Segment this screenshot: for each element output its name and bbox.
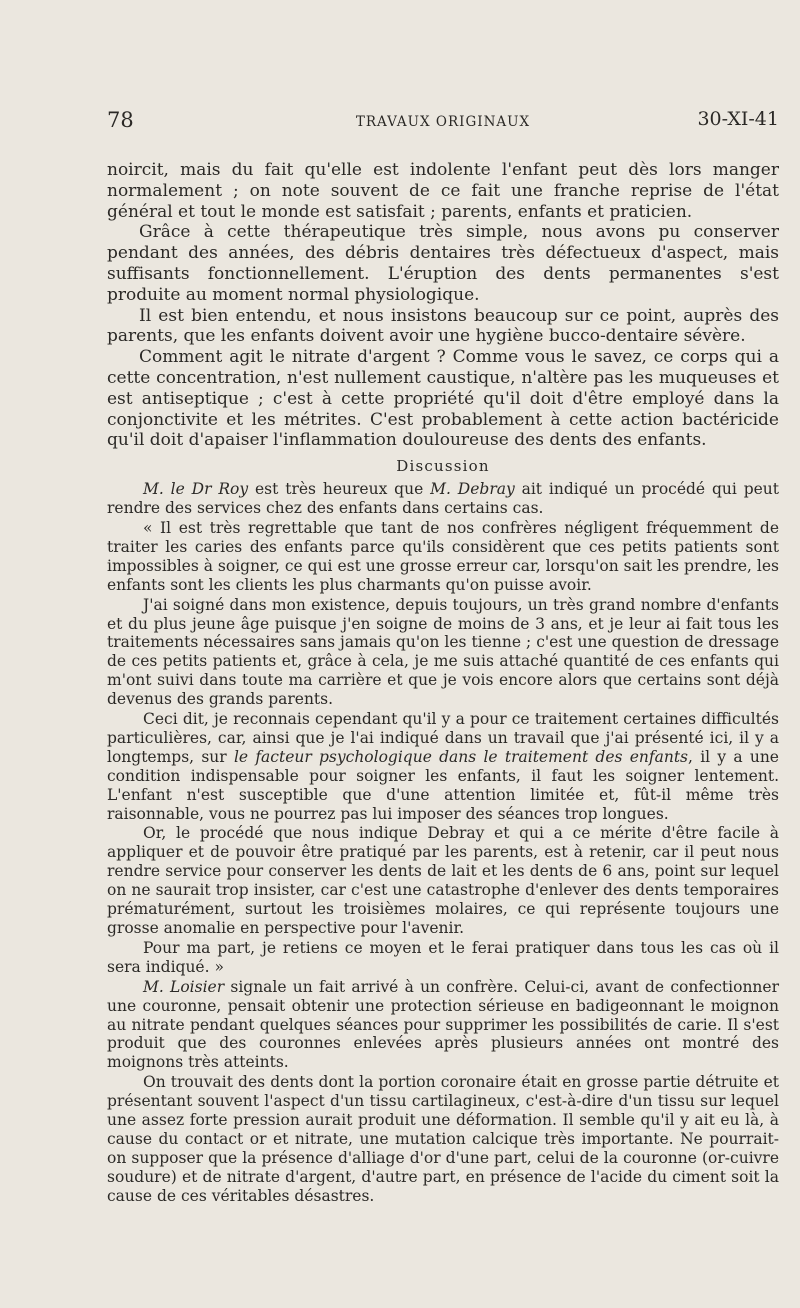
discussion-paragraph: On trouvait des dents dont la portion coronaire était en grosse partie détruite et présentant souvent l'aspect d'un tissu cartilagineux, c'est-à-dire d'un tissu sur lequel une assez forte pression aurait produit une déformation. Il semble qu'il y ait eu là, à cause du contact or et nitrate, une mutation calcique très importante. Ne pourrait-on supposer que la présence d'alliage d'or d'une part, celui de la couronne (or-cuivre soudure) et de nitrate d'argent, d'autre part, en présence de l'acide du ciment soit la cause de ces véritables désastres.: [107, 1073, 779, 1205]
section-title: TRAVAUX ORIGINAUX: [355, 114, 531, 130]
discussion-paragraph: J'ai soigné dans mon existence, depuis toujours, un très grand nombre d'enfants et du plus jeune âge puisque j'en soigne de moins de 3 ans, et je leur ai fait tous les traitements nécessaires sans jamais qu'on les tienne ; c'est une question de dressage de ces petits patients et, grâce à cela, je me suis attaché quantité de ces enfants qui m'ont suivi dans toute ma carrière et que je vois encore alors que certains sont déjà devenus des grands parents.: [107, 595, 779, 709]
discussion-heading: Discussion: [396, 457, 490, 476]
paragraph-text: ait indiqué un procédé qui peut rendre des services chez des enfants dans certains cas.: [107, 480, 780, 518]
paragraph: Comment agit le nitrate d'argent ? Comme vous le savez, ce corps qui a cette concentration, n'est nullement caustique, n'altère pas les muqueuses et est antiseptique ; c'est à cette propriété qu'il doit d'être employé dans la conjonctivite et les métrites. C'est probablement à cette action bactéricide qu'il doit d'apaiser l'inflammation douloureuse des dents des enfants.: [107, 347, 779, 451]
discussion-paragraph: Pour ma part, je retiens ce moyen et le ferai pratiquer dans tous les cas où il sera indiqué. »: [107, 938, 779, 976]
discussion-paragraph: Or, le procédé que nous indique Debray et qui a ce mérite d'être facile à appliquer et de pouvoir être pratiqué par les parents, est à retenir, car il peut nous rendre service pour conserver les dents de lait et les dents de 6 ans, point sur lequel on ne saurait trop insister, car c'est une catastrophe d'enlever des dents temporaires prématurément, surtout les troisièmes molaires, ce qui représente toujours une grosse anomalie en perspective pour l'avenir.: [107, 824, 779, 937]
discussion-paragraph: [107, 710, 779, 823]
issue-date: 30-XI-41: [697, 108, 779, 130]
paragraph-text: signale un fait arrivé à un confrère. Celui-ci, avant de confectionner une couronne, pensait obtenir une protection sérieuse en badigeonnant le moignon au nitrate pendant quelques séances pour supprimer les possibilités de carie. Il s'est produit que des couronnes enlevées après plusieurs années ont montré des moignons très atteints.: [107, 977, 779, 1072]
paragraph-text: , il y a une condition indispensable pour soigner les enfants, il faut les soigner lentement. L'enfant n'est susceptible que d'une attention limitée et, fût-il même très raisonnable, vous ne pourrez pas lui imposer des séances trop longues.: [107, 747, 779, 823]
speaker-name: M. le Dr Roy: [143, 480, 249, 499]
paragraph: Grâce à cette thérapeutique très simple, nous avons pu conserver pendant des années, des débris dentaires très défectueux d'aspect, mais suffisants fonctionnellement. L'éruption des dents permanentes s'est produite au moment normal physiologique.: [107, 222, 779, 305]
paragraph: noircit, mais du fait qu'elle est indolente l'enfant peut dès lors manger normalement ; on note souvent de ce fait une franche reprise de l'état général et tout le monde est satisfait ; parents, enfants et praticien.: [107, 160, 779, 222]
page-number: 78: [107, 108, 134, 132]
cited-work-title: le facteur psychologique dans le traitement des enfants: [233, 747, 689, 766]
discussion-paragraph: [107, 978, 779, 1073]
speaker-name: M. Loisier: [143, 977, 225, 996]
discussion-paragraph: « Il est très regrettable que tant de nos confrères négligent fréquemment de traiter les caries des enfants parce qu'ils considèrent que ces petits patients sont impossibles à soigner, ce qui est une grosse erreur car, lorsqu'on sait les prendre, les enfants sont les clients les plus charmants qu'on puisse avoir.: [107, 518, 779, 594]
body-text: [107, 160, 779, 1206]
discussion-paragraph: [107, 480, 779, 518]
paragraph-text: Ceci dit, je reconnais cependant qu'il y a pour ce traitement certaines difficultés particulières, car, ainsi que je l'ai indiqué dans un travail que j'ai présenté ici, il y a longtemps, sur: [107, 710, 779, 766]
paragraph: Il est bien entendu, et nous insistons beaucoup sur ce point, auprès des parents, que les enfants doivent avoir une hygiène bucco-dentaire sévère.: [107, 305, 779, 347]
paragraph-text: est très heureux que: [248, 480, 431, 499]
speaker-name: M. Debray: [430, 480, 515, 499]
main-article: [107, 160, 779, 451]
discussion-section: [107, 480, 779, 1205]
running-header: [107, 108, 779, 138]
